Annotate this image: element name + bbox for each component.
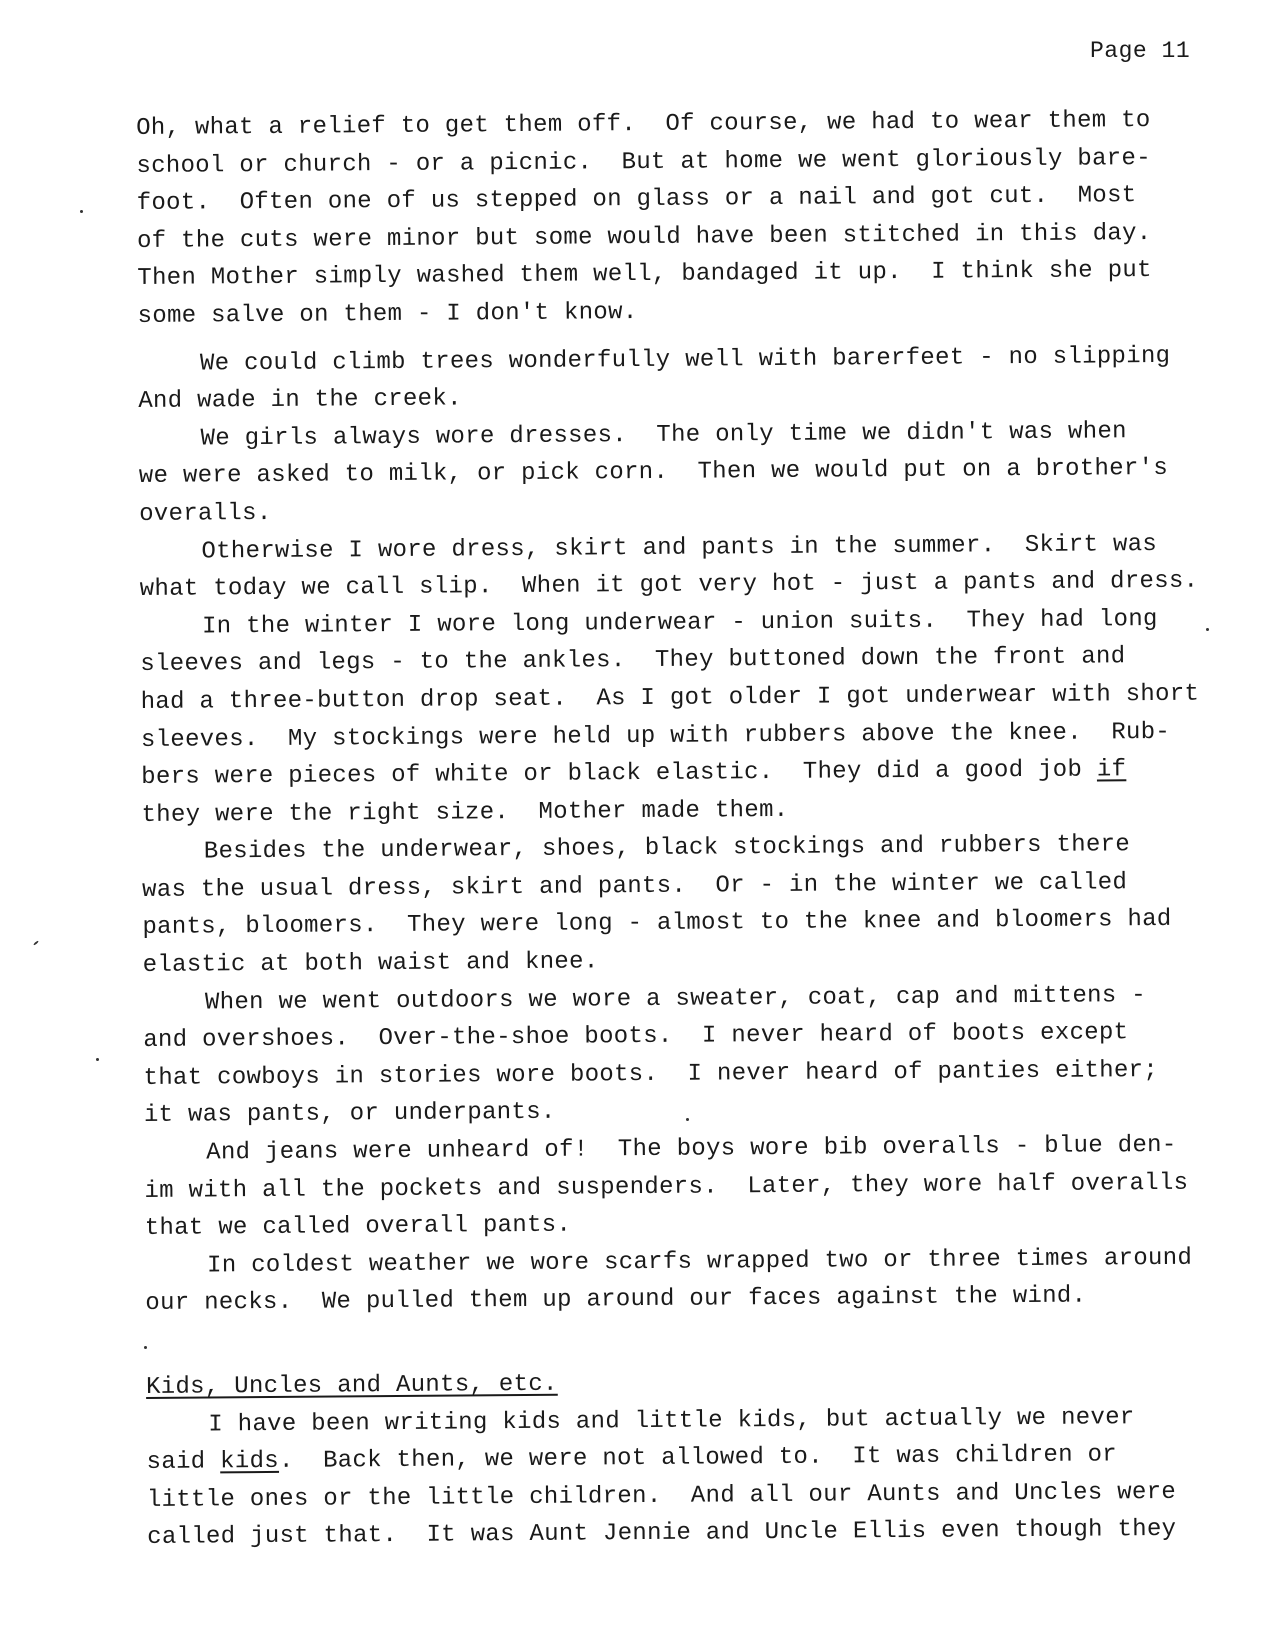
- text-line: In coldest weather we wore scarfs wrapped two or three times around: [206, 1244, 1193, 1280]
- text-line: Otherwise I wore dress, skirt and pants in the summer. Skirt was: [201, 530, 1158, 566]
- text-fragment: said: [146, 1448, 221, 1477]
- paragraph-climb-trees: [138, 337, 1259, 421]
- scan-speck: [144, 1346, 147, 1349]
- scan-speck: [1206, 628, 1209, 631]
- text-line: Besides the underwear, shoes, black stockings and rubbers there: [203, 831, 1131, 866]
- text-line: Oh, what a relief to get them off. Of course, we had to wear them to: [136, 107, 1151, 142]
- text-line: it was pants, or underpants.: [143, 1099, 556, 1130]
- text-line: I have been writing kids and little kids, but actually we never: [208, 1403, 1135, 1439]
- paragraph-summer: [139, 525, 1260, 609]
- paragraph-dresses: [138, 412, 1259, 534]
- paragraph-scarfs: [145, 1239, 1266, 1323]
- text-line: our necks. We pulled them up around our faces against the wind.: [145, 1282, 1087, 1318]
- text-line: foot. Often one of us stepped on glass or a nail and got cut. Most: [136, 182, 1137, 218]
- text-line: We could climb trees wonderfully well with barerfeet - no slipping: [199, 342, 1171, 378]
- text-line: overalls.: [139, 499, 272, 528]
- text-line: called just that. It was Aunt Jennie and Uncle Ellis even though they: [147, 1516, 1177, 1552]
- text-line: And jeans were unheard of! The boys wore bib overalls - blue den-: [206, 1131, 1177, 1167]
- page-number: Page 11: [1090, 38, 1191, 64]
- scan-speck: [80, 210, 83, 213]
- text-line: im with all the pockets and suspenders. Later, they wore half overalls: [144, 1169, 1189, 1205]
- text-line: When we went outdoors we wore a sweater, coat, cap and mittens -: [204, 981, 1147, 1017]
- text-line: Then Mother simply washed them well, bandaged it up. I think she put: [137, 257, 1152, 293]
- text-line: pants, bloomers. They were long - almost to the knee and bloomers had: [142, 906, 1172, 942]
- text-line: they were the right size. Mother made them.: [141, 796, 789, 829]
- text-line: that we called overall pants.: [144, 1211, 572, 1243]
- text-line: In the winter I wore long underwear - union suits. They had long: [201, 605, 1158, 641]
- text-line: elastic at both waist and knee.: [142, 948, 599, 980]
- text-fragment: bers were pieces of white or black elastic. They did a good job: [141, 756, 1097, 792]
- text-line: was the usual dress, skirt and pants. Or - in the winter we called: [142, 869, 1128, 904]
- paragraph-kids: [146, 1398, 1267, 1557]
- underlined-word-kids: kids: [220, 1448, 280, 1476]
- text-line: we were asked to milk, or pick corn. Then we would put on a brother's: [138, 455, 1169, 491]
- scan-speck: [33, 940, 39, 945]
- paragraph-jeans: [144, 1126, 1265, 1248]
- text-line: had a three-button drop seat. As I got older I got underwear with short: [140, 680, 1200, 716]
- text-line: And wade in the creek.: [138, 385, 462, 416]
- body-text: [136, 101, 1267, 1557]
- section-heading-text: Kids, Uncles and Aunts, etc.: [145, 1370, 558, 1401]
- text-line: sleeves and legs - to the ankles. They buttoned down the front and: [140, 643, 1126, 679]
- scan-speck: [686, 1118, 689, 1121]
- text-line: We girls always wore dresses. The only time we didn't was when: [200, 417, 1127, 453]
- text-line: what today we call slip. When it got very hot - just a pants and dress.: [139, 567, 1199, 604]
- text-line: that cowboys in stories wore boots. I never heard of panties either;: [143, 1056, 1159, 1092]
- scan-speck: [96, 1058, 99, 1061]
- text-line: school or church - or a picnic. But at home we went gloriously bare-: [136, 144, 1151, 180]
- paragraph-relief: [136, 101, 1258, 335]
- text-line: sleeves. My stockings were held up with rubbers above the knee. Rub-: [140, 718, 1171, 754]
- paragraph-outdoors: [143, 976, 1264, 1135]
- paragraph-bloomers: [142, 825, 1263, 984]
- text-line: and overshoes. Over-the-shoe boots. I never heard of boots except: [143, 1019, 1129, 1055]
- text-line: some salve on them - I don't know.: [137, 299, 638, 330]
- paragraph-winter-underwear: [140, 600, 1262, 834]
- text-line: of the cuts were minor but some would have been stitched in this day.: [136, 219, 1152, 255]
- text-line: little ones or the little children. And all our Aunts and Uncles were: [146, 1478, 1177, 1514]
- text-fragment: . Back then, we were not allowed to. It was children or: [278, 1441, 1118, 1476]
- underlined-word-if: if: [1096, 756, 1127, 784]
